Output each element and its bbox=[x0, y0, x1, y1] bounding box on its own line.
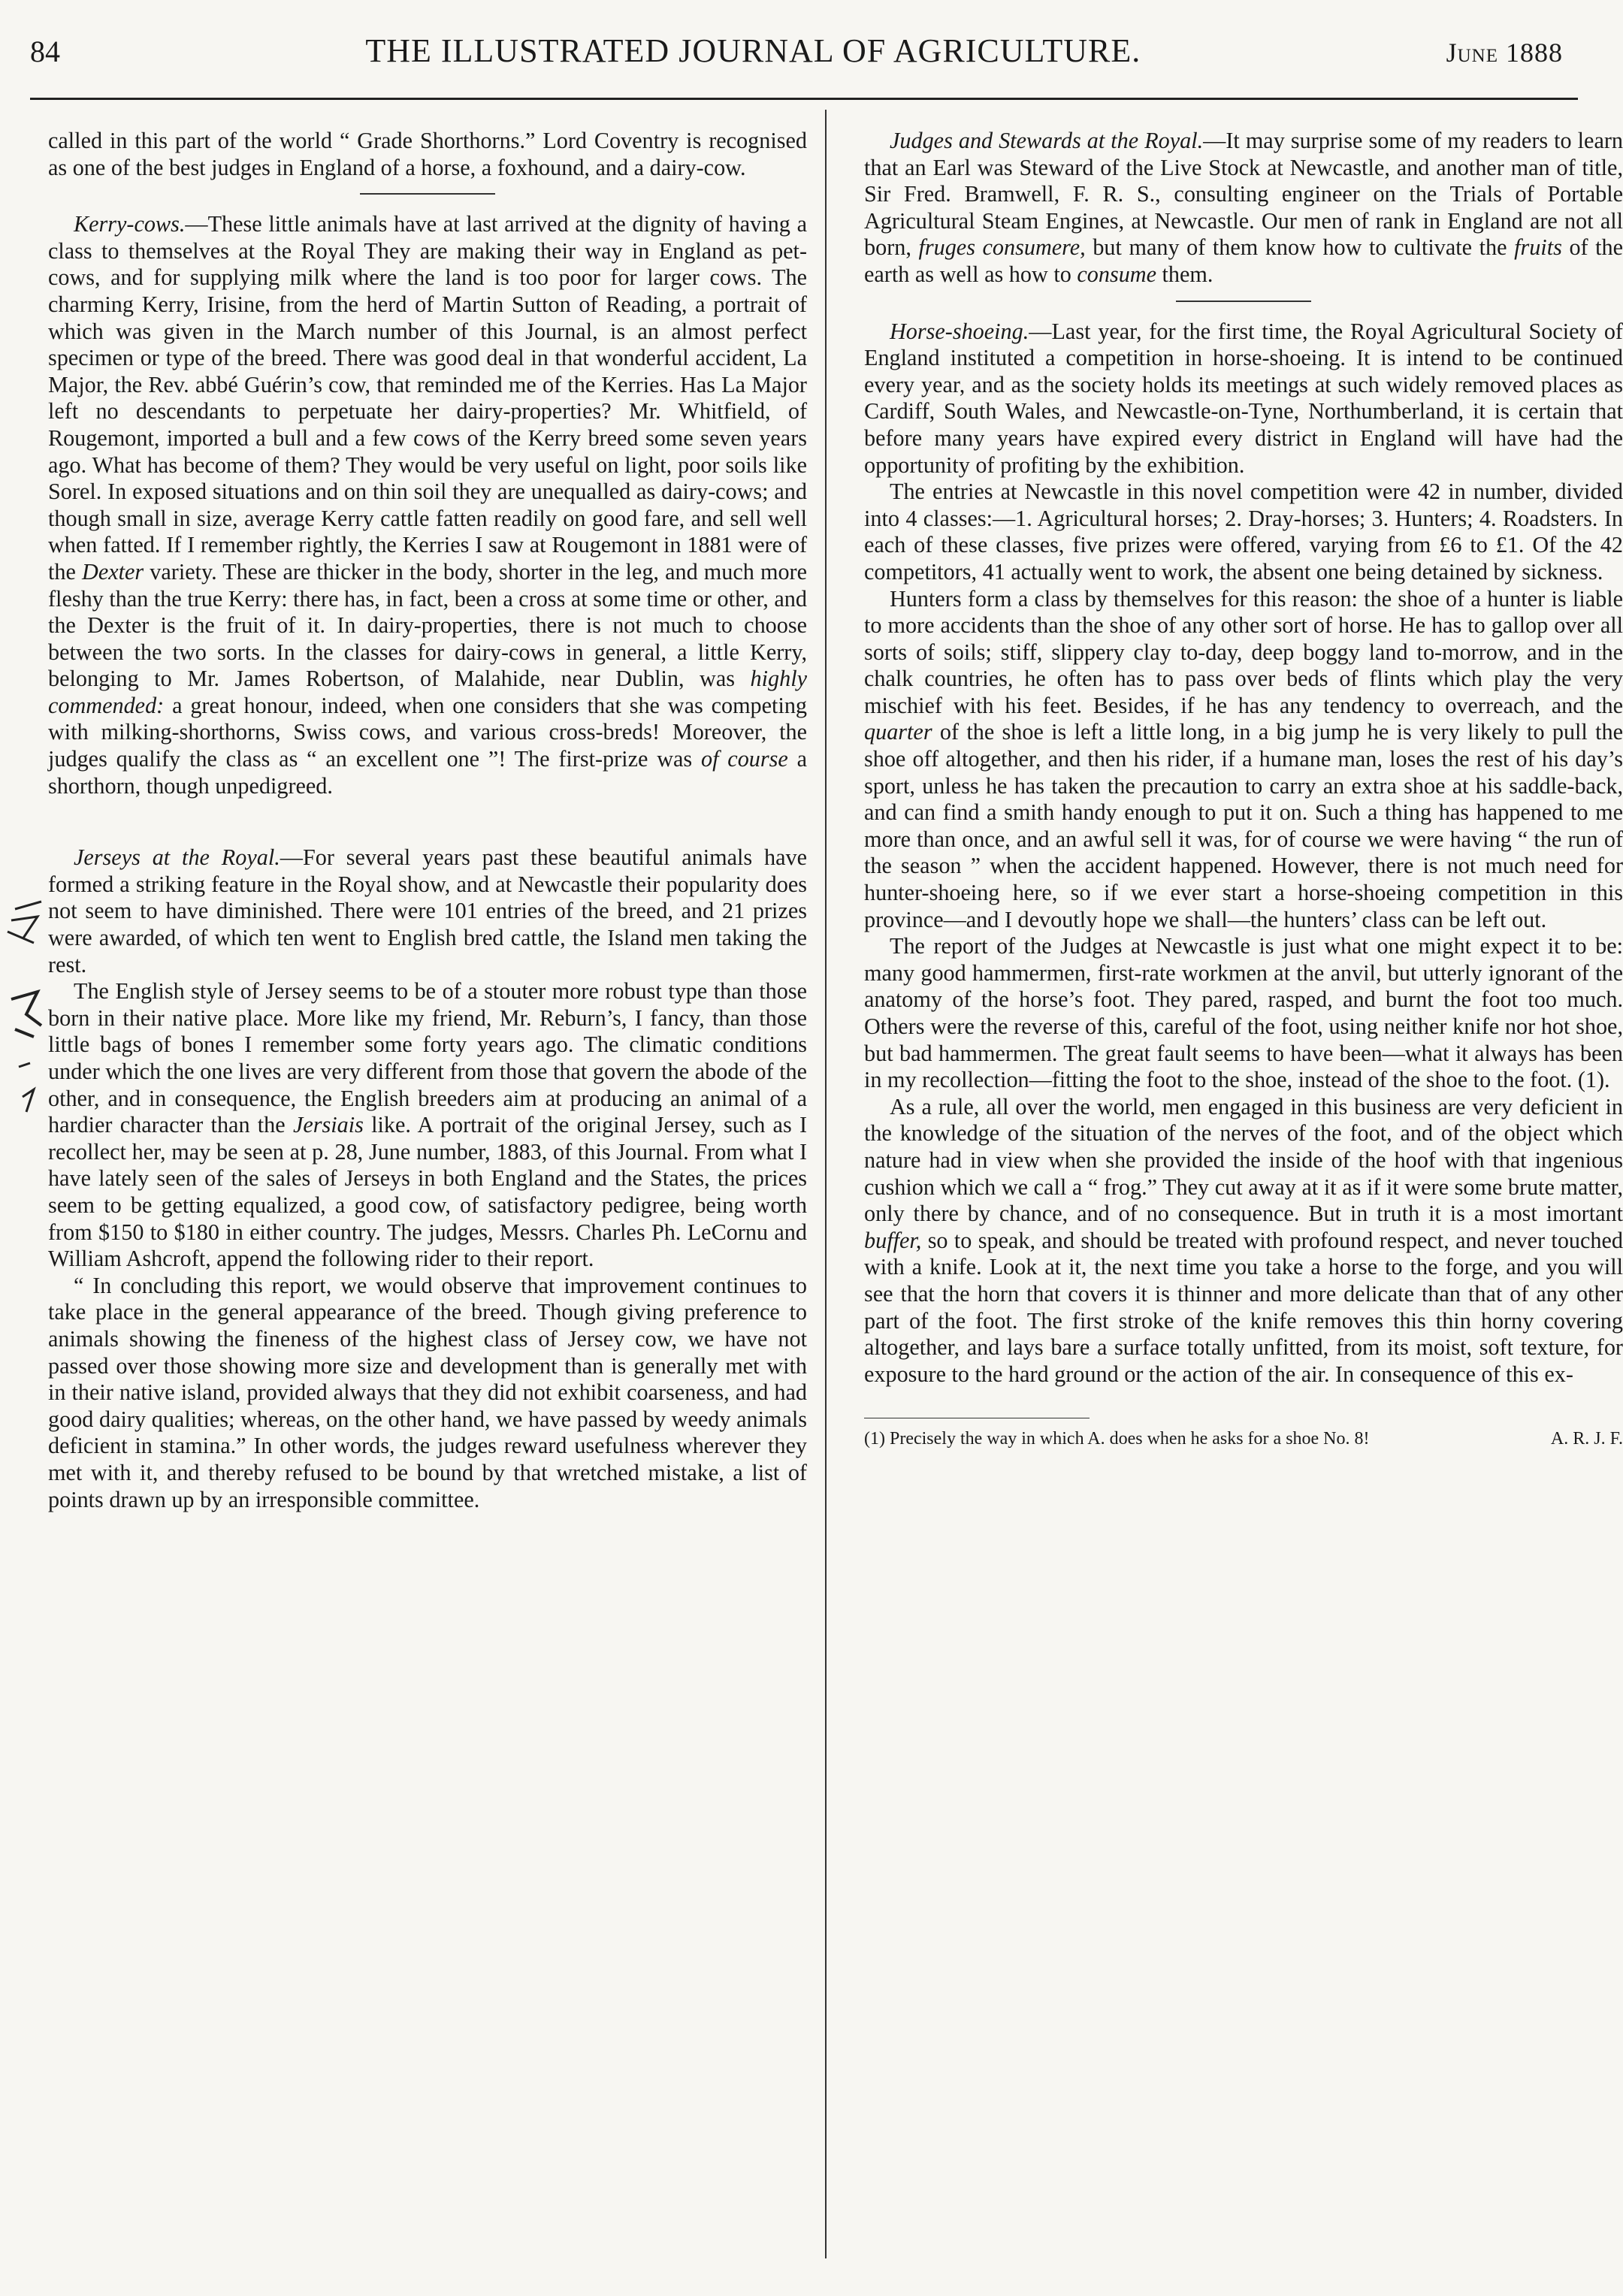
horse-text: —Last year, for the first time, the Royal Agricultural Society of England instituted a competition in horse-shoeing. It is intend to be continued every year, and as the society holds its meetings at such widely removed places as Cardiff, South Wales, and Newcastle-on-Tyne, Northumberland, it is certain that before many years have expired every district in England will have had the opportunity of profiting by the exhibition. bbox=[864, 318, 1623, 478]
section-gap bbox=[48, 799, 807, 844]
margin-annotation-marks bbox=[0, 887, 53, 1150]
issue-date: June 1888 bbox=[1446, 38, 1563, 68]
horse-heading: Horse-shoeing. bbox=[890, 318, 1029, 344]
judges-paragraph bbox=[864, 128, 1623, 289]
judges-fruits: fruits bbox=[1514, 234, 1562, 261]
header-rule bbox=[30, 98, 1578, 100]
jerseys-text-2a: The English style of Jersey seems to be of a stouter more robust type than those born in their native place. More like my friend, Mr. Reburn’s, I fancy, than those little bags of bones I remember some forty years ago. The climatic conditions under which the one lives are very different from those that govern the abode of the other, and in consequence, the English breeders aim at producing an animal of a hardier character than the bbox=[48, 978, 807, 1138]
horse-text-3b: of the shoe is left a little long, in a big jump he is very likely to pull the shoe off altogether, and then his rider, if a humane man, loses the rest of his day’s sport, unless he has taken the precaution to carry an extra shoe at his saddle-back, and can find a smith handy enough to put it on. Such a thing has happened to me more than once, and an awful sell it was, for of course we were having “ the run of the season ” when the accident happened. However, there is not much need for hunter-shoeing here, so if we ever start a horse-shoeing competition in this province—and I devoutly hope we shall—the hunters’ class can be left out. bbox=[864, 719, 1623, 932]
footnote-text: (1) Precisely the way in which A. does when he asks for a shoe No. 8! bbox=[864, 1429, 1370, 1449]
horse-text-5b: so to speak, and should be treated with profound respect, and never touched with a knife. Look at it, the next time you take a horse to the forge, and you will see that the horn that covers it is thinner and more delicate than that of any other part of the foot. The first stroke of the knife removes this thin horny covering altogether, and lays bare a surface totally unfitted, from its moist, soft texture, for exposure to the hard ground or the action of the air. In consequence of this ex- bbox=[864, 1227, 1623, 1387]
page-number: 84 bbox=[30, 35, 60, 68]
horse-quarter: quarter bbox=[864, 719, 932, 745]
judges-fruges: fruges consumere, bbox=[918, 234, 1086, 261]
jerseys-heading: Jerseys at the Royal. bbox=[74, 844, 280, 871]
left-column bbox=[48, 128, 807, 1513]
horse-paragraph-2: The entries at Newcastle in this novel competition were 42 in number, divided into 4 classes:—1. Agricultural horses; 2. Dray-horses; 3. Hunters; 4. Roadsters. In each of these classes, five prizes were offered, varying from £6 to £1. Of the 42 competitors, 41 actually went to work, the absent one being detained by sickness. bbox=[864, 479, 1623, 585]
section-rule bbox=[360, 193, 495, 195]
horse-text-3a: Hunters form a class by themselves for this reason: the shoe of a hunter is liable to more accidents than the shoe of any other sort of horse. He has to gallop over all sorts of soils; stiff, slippery clay to-day, deep boggy land to-morrow, and in the chalk countries, he often has to pass over beds of flints which play the very mischief with his feet. Besides, if he has any tendency to overreach, and the bbox=[864, 585, 1623, 718]
right-column bbox=[864, 128, 1623, 1450]
judges-text-4: them. bbox=[1162, 261, 1213, 287]
horse-paragraph-1 bbox=[864, 319, 1623, 479]
jerseys-paragraph-1 bbox=[48, 844, 807, 978]
footnote-signature: A. R. J. F. bbox=[1550, 1429, 1623, 1449]
judges-text-2: but many of them know how to cultivate the bbox=[1093, 234, 1507, 261]
kerry-dexter: Dexter bbox=[82, 558, 144, 585]
horse-buffer: buffer, bbox=[864, 1227, 922, 1253]
judges-text: —It may surprise some of my readers to learn that an Earl was Steward of the Live Stock at Newcastle, and another man of title, Sir Fred. Bramwell, F. R. S., consulting engineer on the Trials of Portable Agricultural Steam Engines, at Newcastle. Our men of rank in England are not all born, bbox=[864, 128, 1623, 261]
jerseys-paragraph-2 bbox=[48, 978, 807, 1273]
horse-paragraph-3 bbox=[864, 586, 1623, 934]
section-rule bbox=[1176, 301, 1311, 302]
judges-consume: consume bbox=[1077, 261, 1156, 287]
column-divider bbox=[825, 110, 827, 2258]
kerry-paragraph bbox=[48, 211, 807, 799]
kerry-commended: highly commended: bbox=[48, 666, 807, 718]
horse-text-5a: As a rule, all over the world, men engaged in this business are very deficient in the knowledge of the situation of the nerves of the foot, and of the object which nature had in view when she provided the inside of the hoof with that ingenious cushion which we call a “ frog.” They cut away at it as if it were some brute matter, only there by chance, and of no consequence. But in truth it is a most imortant bbox=[864, 1093, 1623, 1227]
footnote bbox=[864, 1427, 1623, 1450]
horse-paragraph-4: The report of the Judges at Newcastle is just what one might expect it to be: many good hammermen, first-rate workmen at the anvil, but utterly ignorant of the anatomy of the horse’s foot. They pared, rasped, and burnt the foot too much. Others were the reverse of this, careful of the foot, using neither knife nor hot shoe, but bad hammermen. The great fault seems to have been—what it always has been in my recollection—fitting the foot to the shoe, instead of the shoe to the foot. (1). bbox=[864, 933, 1623, 1093]
intro-paragraph: called in this part of the world “ Grade Shorthorns.” Lord Coventry is recognised as one of the best judges in England of a horse, a foxhound, and a dairy-cow. bbox=[48, 128, 807, 180]
jerseys-text: —For several years past these beautiful animals have formed a striking feature in the Royal show, and at Newcastle their popularity does not seem to have diminished. There were 101 entries of the breed, and 21 prizes were awarded, of which ten went to English bred cattle, the Island men taking the rest. bbox=[48, 844, 807, 977]
horse-paragraph-5 bbox=[864, 1094, 1623, 1388]
jerseys-paragraph-3: “ In concluding this report, we would observe that improvement continues to take place in the general appearance of the breed. Though giving preference to animals showing the fineness of the highest class of Jersey cow, we have not passed over those showing more size and development than is generally met with in their native island, provided always that they did not exhibit coarseness, and had good dairy qualities; whereas, on the other hand, we have passed by weedy animals deficient in stamina.” In other words, the judges reward usefulness wherever they met with it, and thereby refused to be bound by that wretched mistake, a list of points drawn up by an irresponsible committee. bbox=[48, 1272, 807, 1512]
kerry-text-3: a great honour, indeed, when one considers that she was competing with milking-shorthorns, Swiss cows, and various cross-breds! Moreover, the judges qualify the class as “ an excellent one ”! The first-prize was bbox=[48, 692, 808, 772]
journal-title: THE ILLUSTRATED JOURNAL OF AGRICULTURE. bbox=[365, 32, 1141, 69]
jerseys-jersiais: Jersiais bbox=[292, 1112, 364, 1138]
kerry-text-2: variety. These are thicker in the body, shorter in the leg, and much more fleshy than the true Kerry: there has, in fact, been a cross at some time or other, and the Dexter is the fruit of it. In dairy-properties, there is not much to choose between the two sorts. In the classes for dairy-cows in general, a little Kerry, belonging to Mr. James Robertson, of Malahide, near Dublin, was bbox=[48, 558, 808, 692]
page-header bbox=[30, 32, 1563, 77]
jerseys-text-2b: like. A portrait of the original Jersey, such as I recollect her, may be seen at p. 28, June number, 1883, of this Journal. From what I have lately seen of the sales of Jerseys in both England and the States, the prices seem to be getting equalized, a good cow, of satisfactory pedigree, being worth from $150 to $180 in either country. The judges, Messrs. Charles Ph. LeCornu and William Ashcroft, append the following rider to their report. bbox=[48, 1112, 808, 1272]
judges-text-3: of the earth as well as how to bbox=[864, 234, 1623, 287]
kerry-text-4: a shorthorn, though unpedigreed. bbox=[48, 746, 808, 799]
kerry-text: —These little animals have at last arrived at the dignity of having a class to themselves at the Royal They are making their way in England as pet-cows, and for supplying milk where the land is too poor for larger cows. The charming Kerry, Irisine, from the herd of Martin Sutton of Reading, a portrait of which was given in the March number of this Journal, is an almost perfect specimen or type of the breed. There was good deal in that wonderful accident, La Major, the Rev. abbé Guérin’s cow, that reminded me of the Kerries. Has La Major left no descendants to perpetuate her dairy-properties? Mr. Whitfield, of Rougemont, imported a bull and a few cows of the Kerry breed some seven years ago. What has become of them? They would be very useful on light, poor soils like Sorel. In exposed situations and on thin soil they are unequalled as dairy-cows; and though small in size, average Kerry cattle fatten readily on good fare, and sell well when fatted. If I remember rightly, the Kerries I saw at Rougemont in 1881 were of the bbox=[48, 211, 807, 585]
judges-heading: Judges and Stewards at the Royal. bbox=[890, 128, 1204, 153]
kerry-of-course: of course bbox=[700, 746, 788, 772]
kerry-heading: Kerry-cows. bbox=[74, 211, 186, 237]
